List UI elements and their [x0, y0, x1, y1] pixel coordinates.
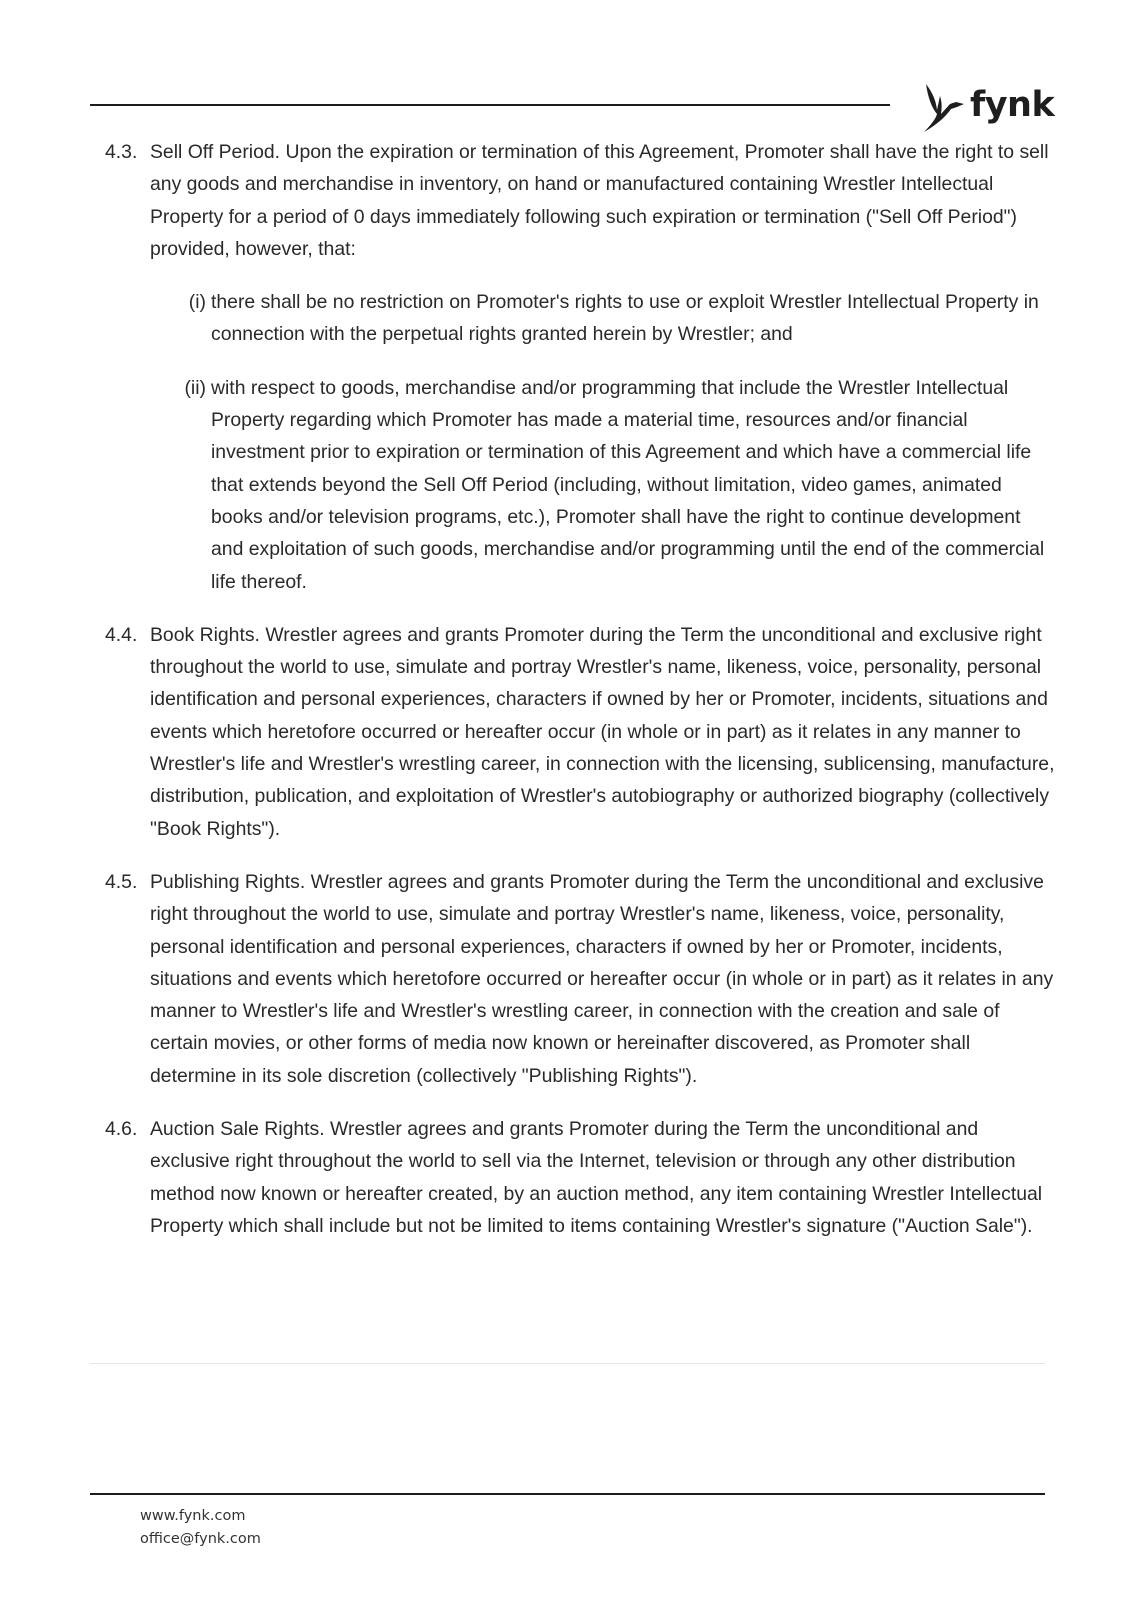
sub-item-text: with respect to goods, merchandise and/or programming that include the Wrestler Intellectual Property regarding which Promoter has made a material time, resources and/or financial investment prior to expiration or termination of this Agreement and which have a commercial life that extends beyond the Sell Off Period (including, without limitation, video games, animated books and/or television programs, etc.), Promoter shall have the right to continue development and exploitation of such goods, merchandise and/or programming until the end of the commercial life thereof.	[211, 376, 1045, 593]
content-end-divider	[90, 1363, 1045, 1364]
fynk-logo	[920, 80, 1054, 136]
sub-item-text: there shall be no restriction on Promoter's rights to use or exploit Wrestler Intellectual Property in connection with the perpetual rights granted herein by Wrestler; and	[211, 291, 1039, 346]
footer-rule	[90, 1493, 1045, 1495]
sub-item-number: (i)	[188, 291, 206, 314]
clause-text: Book Rights. Wrestler agrees and grants Promoter during the Term the unconditional and exclusive right throughout the world to use, simulate and portray Wrestler's name, likeness, voice, personality, personal identification and personal experiences, characters if owned by her or Promoter, incidents, situations and events which heretofore occurred or hereafter occur (in whole or in part) as it relates in any manner to Wrestler's life and Wrestler's wrestling career, in connection with the licensing, sublicensing, manufacture, distribution, publication, and exploitation of Wrestler's autobiography or authorized biography (collectively "Book Rights").	[150, 623, 1055, 840]
logo-wordmark: fynk	[970, 85, 1055, 125]
clause-number: 4.4.	[105, 623, 138, 646]
footer	[140, 1505, 261, 1551]
sub-item-i	[150, 286, 1055, 351]
clause-4-5	[105, 866, 1055, 1092]
clause-number: 4.6.	[105, 1118, 138, 1141]
sub-item-number: (ii)	[184, 376, 206, 399]
clause-text: Sell Off Period. Upon the expiration or termination of this Agreement, Promoter shall have the right to sell any goods and merchandise in inventory, on hand or manufactured containing Wrestler Intellectual Property for a period of 0 days immediately following such expiration or termination ("Sell Off Period") provided, however, that:	[150, 141, 1049, 260]
sub-item-ii	[150, 372, 1055, 598]
clause-4-6	[105, 1113, 1055, 1242]
clause-4-4	[105, 619, 1055, 845]
clause-text: Publishing Rights. Wrestler agrees and grants Promoter during the Term the unconditional and exclusive right throughout the world to use, simulate and portray Wrestler's name, likeness, voice, personality, personal identification and personal experiences, characters if owned by her or Promoter, incidents, situations and events which heretofore occurred or hereafter occur (in whole or in part) as it relates in any manner to Wrestler's life and Wrestler's wrestling career, in connection with the creation and sale of certain movies, or other forms of media now known or hereinafter discovered, as Promoter shall determine in its sole discretion (collectively "Publishing Rights").	[150, 870, 1054, 1087]
clause-4-3	[105, 136, 1055, 598]
clause-number: 4.3.	[105, 141, 138, 163]
fynk-bird-icon	[920, 82, 966, 134]
clause-text: Auction Sale Rights. Wrestler agrees and grants Promoter during the Term the unconditional and exclusive right throughout the world to sell via the Internet, television or through any other distribution method now known or hereafter created, by an auction method, any item containing Wrestler Intellectual Property which shall include but not be limited to items containing Wrestler's signature ("Auction Sale").	[150, 1118, 1043, 1237]
footer-website[interactable]: www.fynk.com	[140, 1508, 246, 1524]
sub-list	[150, 286, 1055, 598]
clause-number: 4.5.	[105, 870, 138, 893]
document-body	[105, 136, 1055, 1263]
footer-email[interactable]: office@fynk.com	[140, 1531, 261, 1547]
header-rule	[90, 104, 890, 106]
